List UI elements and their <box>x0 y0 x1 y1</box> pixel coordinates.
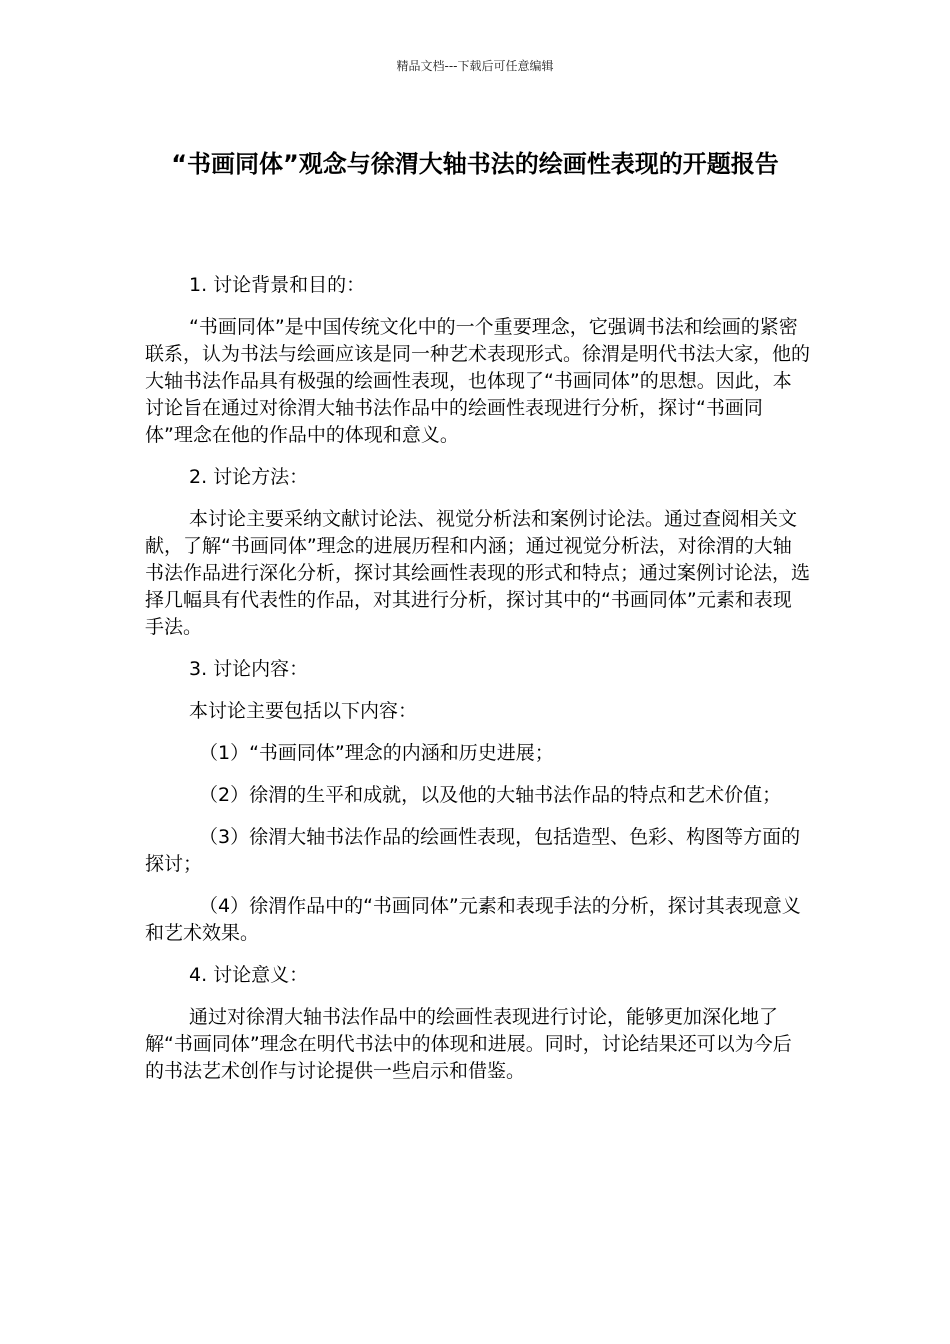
header-note: 精品文档---下载后可任意编辑 <box>396 59 554 73</box>
document-body <box>145 272 810 1100</box>
section-heading-background: 1. 讨论背景和目的： <box>189 274 366 296</box>
section-heading-content: 3. 讨论内容： <box>189 658 309 680</box>
paragraph-significance: 通过对徐渭大轴书法作品中的绘画性表现进行讨论，能够更加深化地了解“书画同体”理念在明代书法中的体现和进展。同时，讨论结果还可以为今后的书法艺术创作与讨论提供一些启示和借鉴。 <box>145 1006 792 1082</box>
paragraph-content-intro: 本讨论主要包括以下内容： <box>189 700 418 722</box>
paragraph-background: “书画同体”是中国传统文化中的一个重要理念，它强调书法和绘画的紧密联系，认为书法与绘画应该是同一种艺术表现形式。徐渭是明代书法大家，他的大轴书法作品具有极强的绘画性表现，也体现了“书画同体”的思想。因此，本讨论旨在通过对徐渭大轴书法作品中的绘画性表现进行分析，探讨“书画同体”理念在他的作品中的体现和意义。 <box>145 316 811 446</box>
paragraph-method: 本讨论主要采纳文献讨论法、视觉分析法和案例讨论法。通过查阅相关文献，了解“书画同体”理念的进展历程和内涵；通过视觉分析法，对徐渭的大轴书法作品进行深化分析，探讨其绘画性表现的形式和特点；通过案例讨论法，选择几幅具有代表性的作品，对其进行分析，探讨其中的“书画同体”元素和表现手法。 <box>145 508 811 638</box>
list-item: （2）徐渭的生平和成就，以及他的大轴书法作品的特点和艺术价值； <box>199 784 782 806</box>
section-heading-significance: 4. 讨论意义： <box>189 964 309 986</box>
section-heading-method: 2. 讨论方法： <box>189 466 309 488</box>
list-item: （3）徐渭大轴书法作品的绘画性表现，包括造型、色彩、构图等方面的探讨； <box>145 826 801 875</box>
document-title: “书画同体”观念与徐渭大轴书法的绘画性表现的开题报告 <box>171 150 779 178</box>
list-item: （1）“书画同体”理念的内涵和历史进展； <box>199 742 554 764</box>
list-item: （4）徐渭作品中的“书画同体”元素和表现手法的分析，探讨其表现意义和艺术效果。 <box>145 895 801 944</box>
